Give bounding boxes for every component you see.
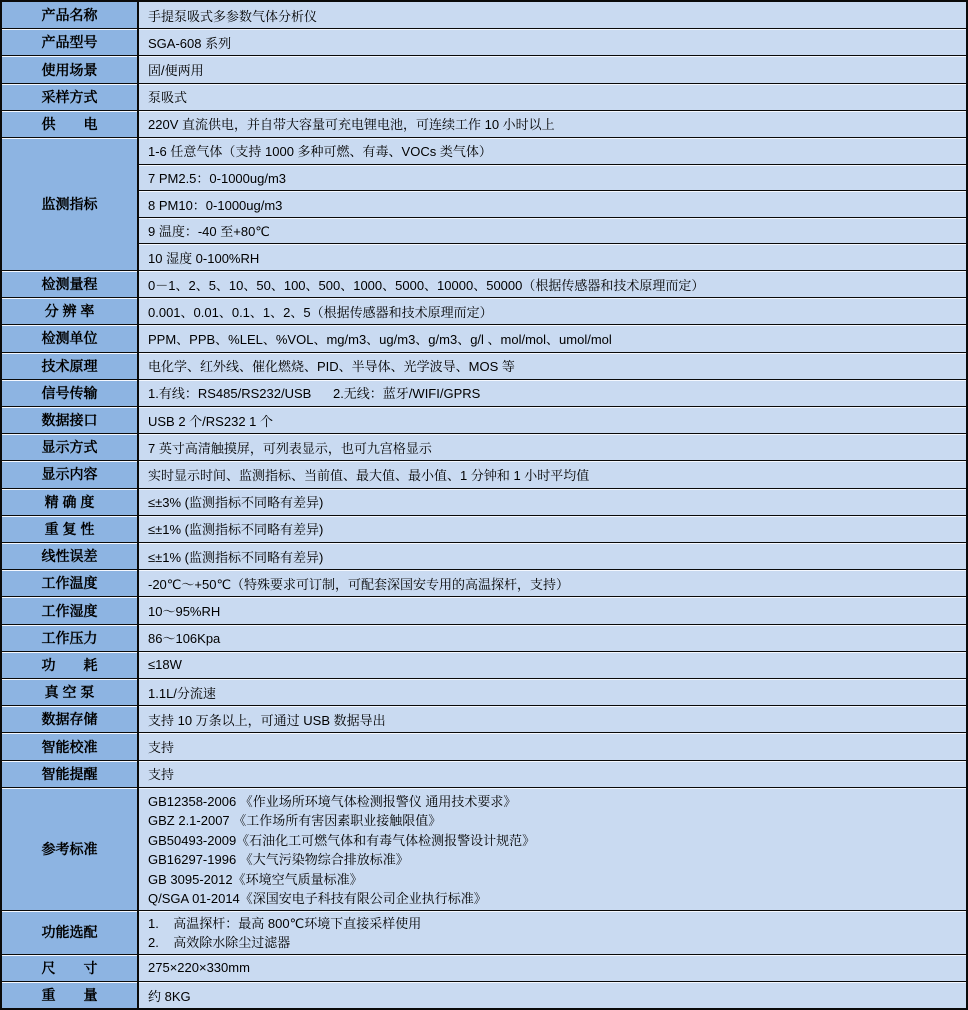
spec-value: 7 英寸高清触摸屏，可列表显示，也可九宫格显示	[148, 440, 432, 456]
spec-row	[2, 678, 966, 705]
spec-row-values	[139, 461, 966, 487]
spec-row-values	[139, 516, 966, 542]
spec-row-label: 工作温度	[2, 570, 139, 596]
spec-row-values	[139, 625, 966, 651]
spec-row-values	[139, 56, 966, 82]
spec-row-label: 数据存储	[2, 706, 139, 732]
spec-value: 1.有线：RS485/RS232/USB 2.无线：蓝牙/WIFI/GPRS	[148, 386, 481, 402]
spec-value: 支持	[148, 740, 175, 756]
spec-row-values	[139, 489, 966, 515]
spec-value: 支持	[148, 767, 175, 783]
spec-row	[2, 760, 966, 787]
spec-row-values	[139, 407, 966, 433]
spec-row-values	[139, 733, 966, 759]
spec-row	[2, 569, 966, 596]
spec-row	[2, 406, 966, 433]
spec-row	[2, 488, 966, 515]
spec-row-values	[139, 29, 966, 55]
spec-row	[2, 28, 966, 55]
spec-value: ≤±1% (监测指标不同略有差异)	[148, 522, 324, 538]
spec-row-values	[139, 138, 966, 270]
spec-row-values	[139, 84, 966, 110]
spec-row-label: 使用场景	[2, 56, 139, 82]
spec-row-label: 工作湿度	[2, 597, 139, 623]
spec-value: GBZ 2.1-2007 《工作场所有害因素职业接触限值》	[148, 813, 442, 829]
spec-value: PPM、PPB、%LEL、%VOL、mg/m3、ug/m3、g/m3、g/l 、mol/mol、umol/mol	[148, 331, 612, 347]
spec-value: 220V 直流供电，并自带大容量可充电锂电池，可连续工作 10 小时以上	[148, 117, 555, 133]
spec-value: 泵吸式	[148, 90, 188, 106]
spec-row	[2, 110, 966, 137]
spec-row	[2, 83, 966, 110]
spec-row-values	[139, 325, 966, 351]
spec-value: 1-6 任意气体（支持 1000 多种可燃、有毒、VOCs 类气体）	[148, 144, 492, 160]
spec-row-label: 显示方式	[2, 434, 139, 460]
spec-row	[2, 2, 966, 28]
spec-value: 275×220×330mm	[148, 960, 250, 976]
spec-row	[2, 352, 966, 379]
spec-row-values	[139, 761, 966, 787]
spec-row	[2, 596, 966, 623]
spec-row	[2, 297, 966, 324]
spec-value: 约 8KG	[148, 988, 191, 1004]
spec-value: -20℃～+50℃（特殊要求可订制，可配套深国安专用的高温探杆，支持）	[148, 576, 570, 592]
spec-row-label: 信号传输	[2, 380, 139, 406]
spec-value: 固/便两用	[148, 63, 204, 78]
spec-row	[2, 787, 966, 910]
spec-row	[2, 55, 966, 82]
spec-row-label: 参考标准	[2, 788, 139, 910]
spec-row-label: 线性误差	[2, 543, 139, 569]
spec-row-label: 智能校准	[2, 733, 139, 759]
spec-row-values	[139, 597, 966, 623]
spec-row	[2, 910, 966, 954]
spec-row-values	[139, 982, 966, 1008]
spec-row-values	[139, 543, 966, 569]
spec-value: 0－1、2、5、10、50、100、500、1000、5000、10000、50000（根据传感器和技术原理而定）	[148, 277, 705, 293]
spec-row-values	[139, 955, 966, 981]
spec-row-label: 重 量	[2, 982, 139, 1008]
spec-row	[2, 624, 966, 651]
spec-value: 1. 高温探杆：最高 800℃环境下直接采样使用	[148, 916, 422, 932]
spec-row-values	[139, 652, 966, 678]
spec-row-label: 工作压力	[2, 625, 139, 651]
spec-row-values	[139, 706, 966, 732]
spec-value: 8 PM10：0-1000ug/m3	[139, 190, 966, 217]
spec-row-label: 尺 寸	[2, 955, 139, 981]
spec-row-values	[139, 271, 966, 297]
spec-value: 10 湿度 0-100%RH	[139, 243, 966, 270]
spec-row-values	[139, 298, 966, 324]
spec-row-values	[139, 2, 966, 28]
spec-row	[2, 651, 966, 678]
spec-row-label: 产品名称	[2, 2, 139, 28]
spec-row-label: 监测指标	[2, 138, 139, 270]
spec-value: GB12358-2006 《作业场所环境气体检测报警仪 通用技术要求》	[148, 794, 517, 810]
spec-row	[2, 981, 966, 1008]
spec-row-values	[139, 434, 966, 460]
spec-row	[2, 542, 966, 569]
spec-row-values	[139, 353, 966, 379]
spec-row-label: 检测量程	[2, 271, 139, 297]
spec-value: 7 PM2.5：0-1000ug/m3	[139, 164, 966, 191]
spec-value: 2. 高效除水除尘过滤器	[148, 935, 291, 951]
spec-row-label: 检测单位	[2, 325, 139, 351]
spec-value: Q/SGA 01-2014《深国安电子科技有限公司企业执行标准》	[148, 890, 487, 906]
spec-value: 10～95%RH	[148, 604, 221, 619]
spec-row-label: 重 复 性	[2, 516, 139, 542]
spec-row-values	[139, 911, 966, 954]
spec-value: 1.1L/分流速	[148, 685, 216, 701]
spec-row-label: 分 辨 率	[2, 298, 139, 324]
spec-row	[2, 460, 966, 487]
spec-row-values	[139, 111, 966, 137]
spec-row	[2, 954, 966, 981]
spec-value: SGA-608 系列	[148, 35, 232, 51]
spec-value: ≤±3% (监测指标不同略有差异)	[148, 495, 324, 511]
spec-value: 86～106Kpa	[148, 631, 221, 647]
spec-value: GB16297-1996 《大气污染物综合排放标准》	[148, 852, 409, 868]
spec-row-values	[139, 380, 966, 406]
spec-row	[2, 732, 966, 759]
spec-row-label: 功 耗	[2, 652, 139, 678]
spec-row-values	[139, 679, 966, 705]
spec-value: ≤±1% (监测指标不同略有差异)	[148, 549, 324, 565]
spec-value: 电化学、红外线、催化燃烧、PID、半导体、光学波导、MOS 等	[148, 359, 515, 375]
spec-row-label: 产品型号	[2, 29, 139, 55]
spec-row	[2, 324, 966, 351]
spec-row-values	[139, 570, 966, 596]
spec-row-label: 数据接口	[2, 407, 139, 433]
spec-row-label: 显示内容	[2, 461, 139, 487]
spec-row	[2, 515, 966, 542]
spec-value: 0.001、0.01、0.1、1、2、5（根据传感器和技术原理而定）	[148, 304, 493, 320]
spec-row-label: 智能提醒	[2, 761, 139, 787]
spec-value: GB50493-2009《石油化工可燃气体和有毒气体检测报警设计规范》	[148, 832, 536, 848]
spec-row-label: 采样方式	[2, 84, 139, 110]
spec-row-label: 功能选配	[2, 911, 139, 954]
spec-row-label: 技术原理	[2, 353, 139, 379]
spec-row	[2, 270, 966, 297]
spec-row-values	[139, 788, 966, 910]
spec-value: 实时显示时间、监测指标、当前值、最大值、最小值、1 分钟和 1 小时平均值	[148, 467, 590, 483]
spec-row	[2, 433, 966, 460]
spec-value: ≤18W	[148, 657, 182, 673]
spec-row-label: 供 电	[2, 111, 139, 137]
spec-value: 支持 10 万条以上，可通过 USB 数据导出	[148, 712, 386, 728]
spec-value: 手提泵吸式多参数气体分析仪	[148, 8, 318, 24]
spec-value: GB 3095-2012《环境空气质量标准》	[148, 871, 363, 887]
spec-value: 9 温度：-40 至+80℃	[139, 217, 966, 244]
spec-row	[2, 705, 966, 732]
spec-row-label: 精 确 度	[2, 489, 139, 515]
spec-row	[2, 137, 966, 270]
spec-value: USB 2 个/RS232 1 个	[148, 413, 273, 429]
spec-row	[2, 379, 966, 406]
spec-row-label: 真 空 泵	[2, 679, 139, 705]
